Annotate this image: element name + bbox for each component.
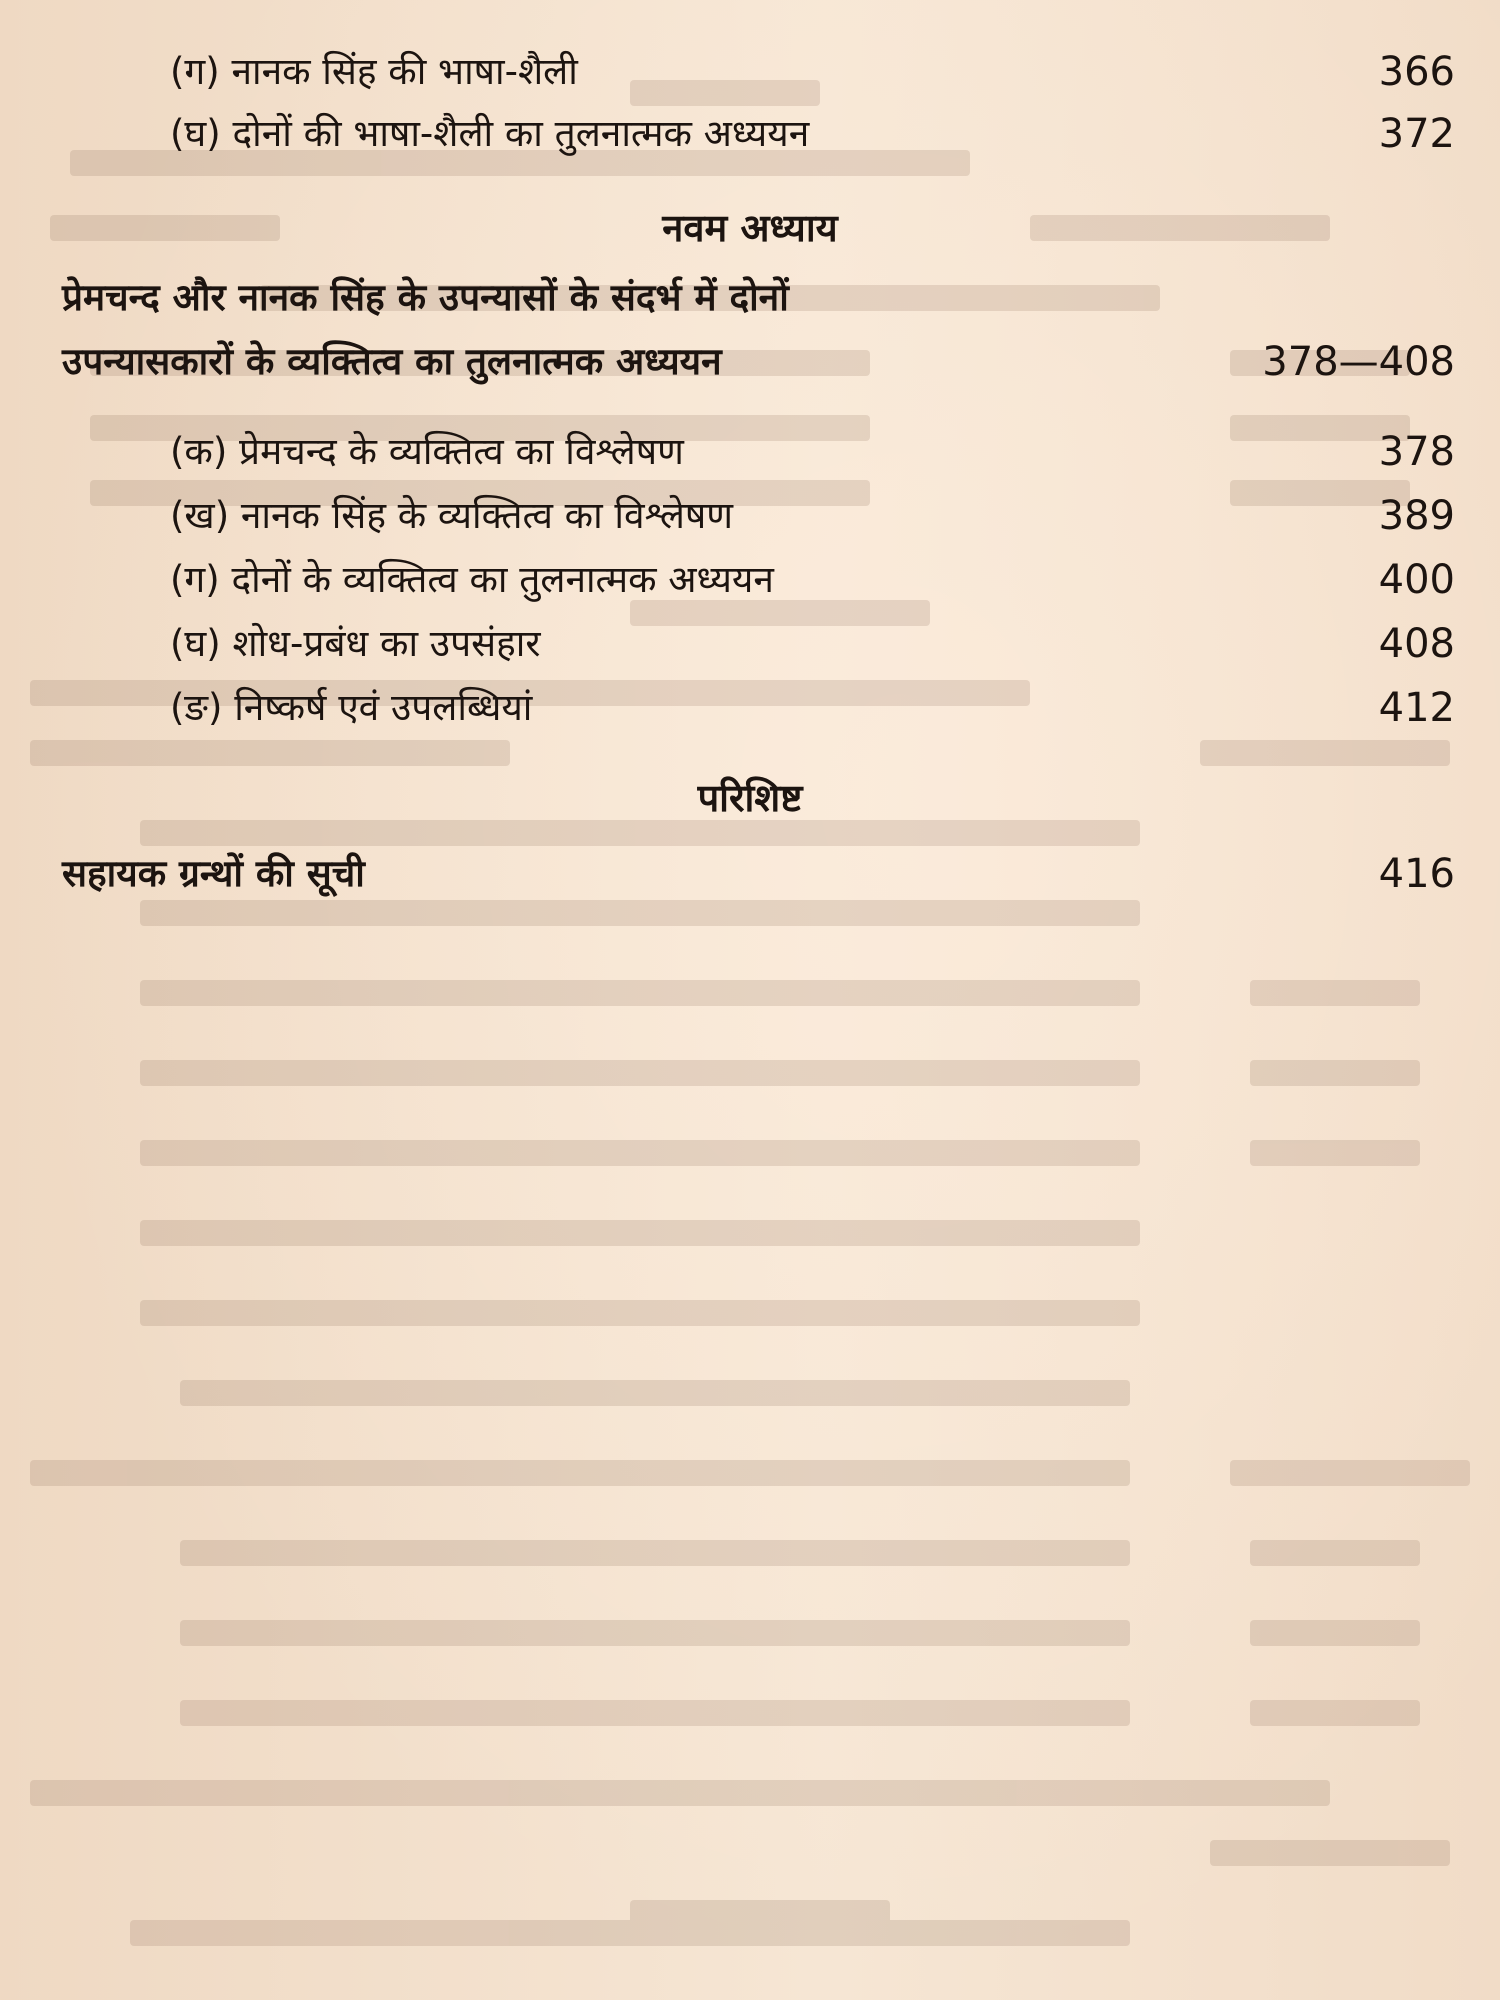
toc-entry-gha-page: 372 [1378,111,1455,157]
chapter-title-line1-text: प्रेमचन्द और नानक सिंह के उपन्यासों के संदर्भ में दोनों [62,276,789,319]
toc-sub-kha [0,484,1500,548]
toc-sub-ka [0,420,1500,484]
chapter-title-line2-text: उपन्यासकारों के व्यक्तित्व का तुलनात्मक अध्ययन [62,340,722,383]
toc-sub-gha-page: 408 [1378,621,1455,667]
toc-sub-ga-page: 400 [1378,557,1455,603]
toc-sub-nga [0,676,1500,740]
toc-entry-ga-text: (ग) नानक सिंह की भाषा-शैली [170,50,578,93]
toc-sub-nga-text: (ङ) निष्कर्ष एवं उपलब्धियां [170,686,533,729]
chapter-heading: नवम अध्याय [662,206,838,250]
toc-sub-gha-text: (घ) शोध-प्रबंध का उपसंहार [170,622,541,665]
toc-sub-kha-text: (ख) नानक सिंह के व्यक्तित्व का विश्लेषण [170,494,734,537]
toc-sub-ka-text: (क) प्रेमचन्द के व्यक्तित्व का विश्लेषण [170,430,684,473]
toc-entry-gha [0,102,1500,166]
toc-sub-kha-page: 389 [1378,493,1455,539]
toc-sub-gha [0,612,1500,676]
toc-bibliography [0,842,1500,906]
toc-entry-ga [0,40,1500,104]
chapter-title-line1 [0,266,1500,330]
toc-bibliography-text: सहायक ग्रन्थों की सूची [62,852,365,895]
toc-sub-ka-page: 378 [1378,429,1455,475]
chapter-title-line2 [0,330,1500,394]
toc-entry-ga-page: 366 [1378,49,1455,95]
toc-sub-ga [0,548,1500,612]
toc-sub-nga-page: 412 [1378,685,1455,731]
toc-entry-gha-text: (घ) दोनों की भाषा-शैली का तुलनात्मक अध्ययन [170,112,810,155]
toc-sub-ga-text: (ग) दोनों के व्यक्तित्व का तुलनात्मक अध्ययन [170,558,774,601]
chapter-page-range: 378—408 [1262,339,1455,385]
appendix-heading: परिशिष्ट [697,776,803,820]
toc-bibliography-page: 416 [1378,851,1455,897]
